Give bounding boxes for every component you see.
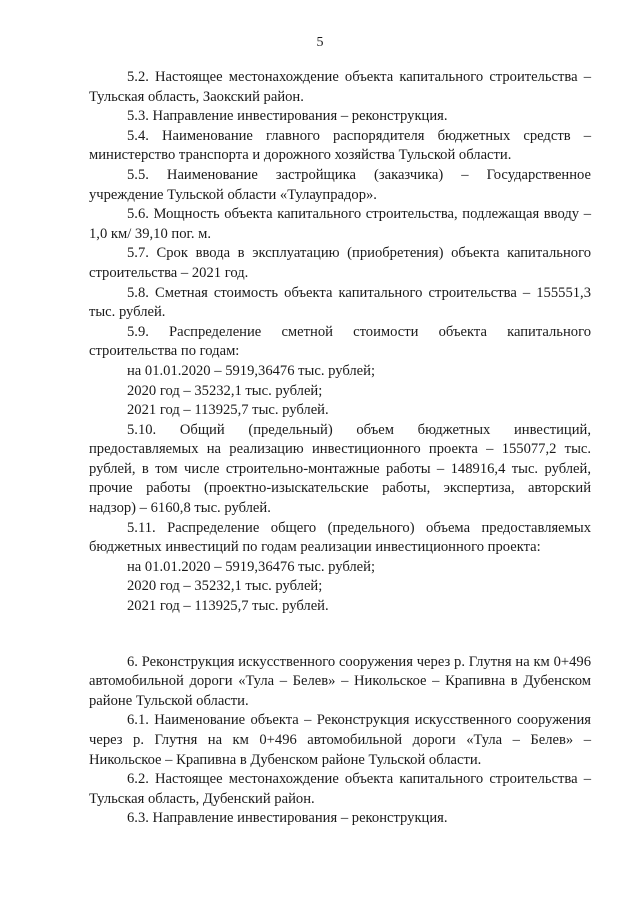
paragraph-5-4: 5.4. Наименование главного распорядителя бюджетных средств – министерство транспорта и дорожного хозяйства Тульской области.	[89, 127, 591, 164]
paragraph-5-11-line-2: 2020 год – 35232,1 тыс. рублей;	[127, 578, 323, 595]
paragraph-5-6: 5.6. Мощность объекта капитального строительства, подлежащая вводу – 1,0 км/ 39,10 пог. м.	[89, 206, 591, 242]
page-number: 5	[316, 35, 324, 50]
section-6-heading: 6. Реконструкция искусственного сооружения через р. Глутня на км 0+496 автомобильной дороги «Тула – Белев» – Никольское – Крапивна в Дубенском районе Тульской области.	[89, 653, 591, 709]
document-body	[89, 68, 591, 829]
paragraph-5-9-line-1: на 01.01.2020 – 5919,36476 тыс. рублей;	[127, 362, 376, 379]
section-gap	[89, 617, 591, 653]
paragraph-5-5: 5.5. Наименование застройщика (заказчика) – Государственное учреждение Тульской области «Тулаупрадор».	[89, 166, 591, 203]
paragraph-5-9-line-2: 2020 год – 35232,1 тыс. рублей;	[127, 382, 323, 399]
paragraph-5-2: 5.2. Настоящее местонахождение объекта капитального строительства – Тульская область, Заокский район.	[89, 69, 591, 105]
paragraph-6-1: 6.1. Наименование объекта – Реконструкция искусственного сооружения через р. Глутня на км 0+496 автомобильной дороги «Тула – Белев» – Никольское – Крапивна в Дубенском районе Тульской области.	[89, 712, 591, 768]
paragraph-5-8: 5.8. Сметная стоимость объекта капитального строительства – 155551,3 тыс. рублей.	[89, 284, 591, 321]
paragraph-5-11-line-1: на 01.01.2020 – 5919,36476 тыс. рублей;	[127, 558, 376, 575]
paragraph-5-3: 5.3. Направление инвестирования – реконструкция.	[127, 108, 448, 125]
paragraph-5-11-line-3: 2021 год – 113925,7 тыс. рублей.	[127, 598, 329, 615]
paragraph-5-11: 5.11. Распределение общего (предельного) объема предоставляемых бюджетных инвестиций по годам реализации инвестиционного проекта:	[89, 519, 591, 556]
paragraph-6-2: 6.2. Настоящее местонахождение объекта капитального строительства – Тульская область, Дубенский район.	[89, 771, 591, 807]
paragraph-5-7: 5.7. Срок ввода в эксплуатацию (приобретения) объекта капитального строительства – 2021 год.	[89, 245, 591, 281]
paragraph-5-9: 5.9. Распределение сметной стоимости объекта капитального строительства по годам:	[89, 323, 591, 360]
paragraph-5-9-line-3: 2021 год – 113925,7 тыс. рублей.	[127, 402, 329, 419]
paragraph-6-3: 6.3. Направление инвестирования – реконструкция.	[127, 810, 448, 827]
paragraph-5-10: 5.10. Общий (предельный) объем бюджетных инвестиций, предоставляемых на реализацию инвестиционного проекта – 155077,2 тыс. рублей, в том числе строительно-монтажные работы – 148916,4 тыс. рублей, прочие работы (проектно-изыскательские работы, экспертиза, авторский надзор) – 6160,8 тыс. рублей.	[89, 421, 591, 517]
